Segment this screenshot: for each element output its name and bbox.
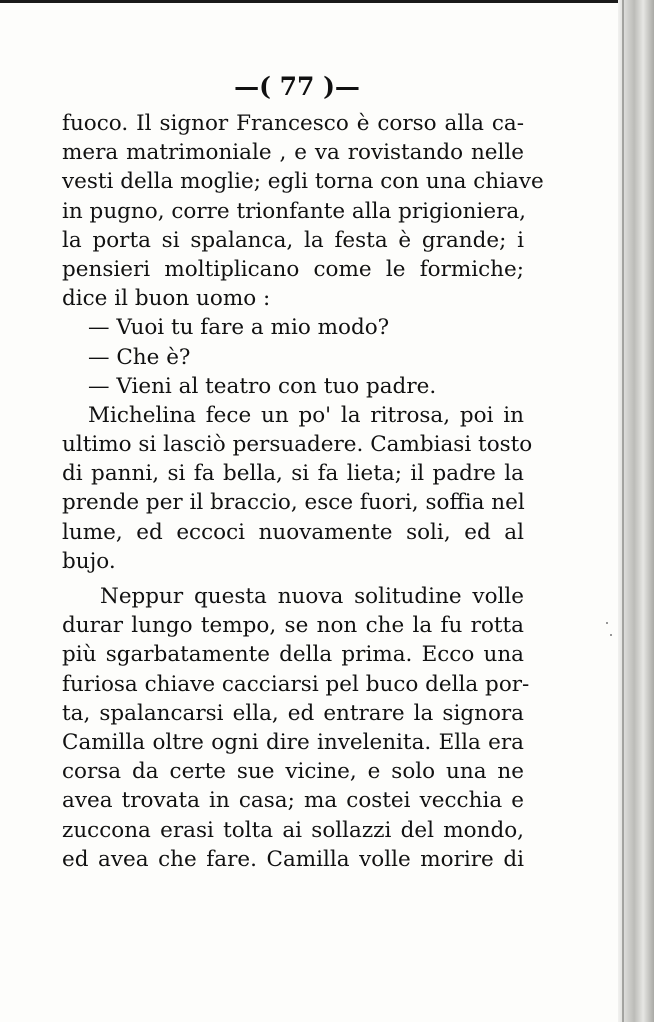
paper-speck	[606, 622, 608, 624]
text-line: vesti della moglie; egli torna con una chiave	[62, 169, 544, 195]
text-line: la porta si spalanca, la festa è grande; i	[62, 227, 524, 253]
text-line: di panni, si fa bella, si fa lieta; il padre la	[62, 461, 524, 487]
text-line: in pugno, corre trionfante alla prigioniera,	[62, 198, 526, 224]
dialogue-block	[62, 313, 524, 401]
text-line: corsa da certe sue vicine, e solo una ne	[62, 759, 524, 785]
paragraph	[62, 401, 533, 576]
text-line: pensieri moltiplicano come le formiche;	[62, 256, 524, 282]
page-number: —( 77 )—	[234, 72, 360, 101]
paragraph-continuation	[62, 109, 544, 313]
text-line: bujo.	[62, 548, 116, 574]
paragraph	[62, 582, 530, 874]
dialogue-line: — Che è?	[88, 344, 191, 370]
text-line: Michelina fece un po' la ritrosa, poi in	[88, 402, 524, 428]
text-line: ta, spalancarsi ella, ed entrare la signora	[62, 700, 524, 726]
text-line: più sgarbatamente della prima. Ecco una	[62, 642, 524, 668]
text-line: avea trovata in casa; ma costei vecchia e	[62, 788, 524, 814]
text-line: fuoco. Il signor Francesco è corso alla ca-	[62, 111, 524, 136]
text-line: lume, ed eccoci nuovamente soli, ed al	[62, 519, 524, 545]
dialogue-line: — Vuoi tu fare a mio modo?	[88, 315, 390, 341]
text-line: prende per il braccio, esce fuori, soffia nel	[62, 490, 525, 516]
text-line: furiosa chiave cacciarsi pel buco della por-	[62, 671, 530, 697]
page-top-edge	[0, 0, 620, 3]
paper-speck	[610, 634, 612, 636]
text-line: zuccona erasi tolta ai sollazzi del mondo,	[62, 817, 524, 843]
text-line: dice il buon uomo :	[62, 286, 271, 312]
text-line: durar lungo tempo, se non che la fu rotta	[62, 613, 524, 639]
text-line: Camilla oltre ogni dire invelenita. Ella era	[62, 729, 524, 755]
text-line: ed avea che fare. Camilla volle morire di	[62, 846, 524, 872]
binding-shadow-line	[622, 0, 624, 1022]
text-line: mera matrimoniale , e va rovistando nelle	[62, 140, 524, 166]
dialogue-line: — Vieni al teatro con tuo padre.	[88, 373, 437, 399]
text-line: Neppur questa nuova solitudine volle	[100, 584, 524, 609]
page-text	[62, 70, 544, 874]
text-line: ultimo si lasciò persuadere. Cambiasi tosto	[62, 432, 533, 458]
